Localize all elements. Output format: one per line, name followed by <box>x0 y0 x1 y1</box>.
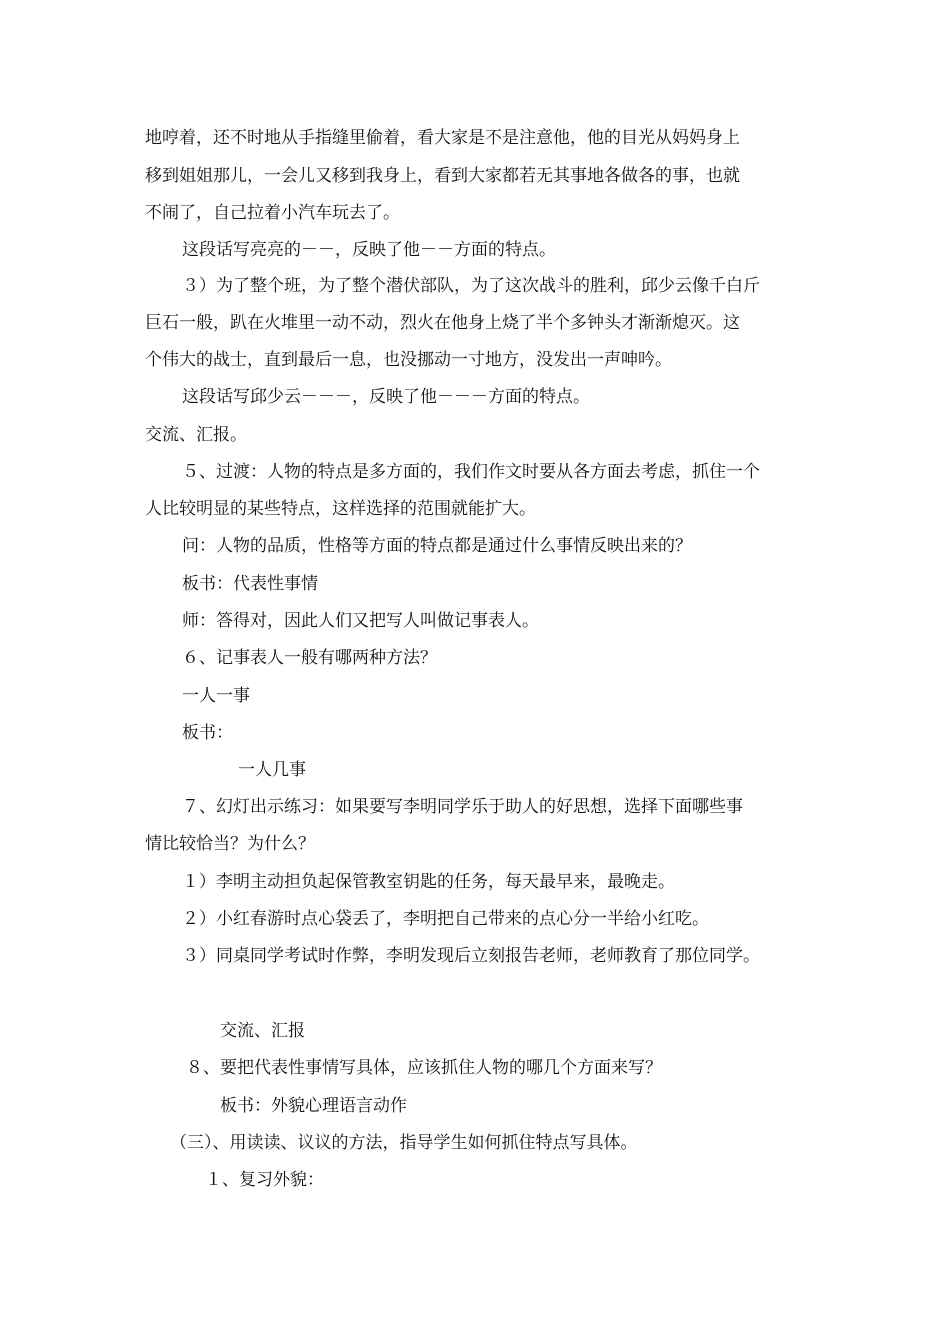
text-line: 板书： <box>182 723 233 743</box>
text-line: ３）同桌同学考试时作弊，李明发现后立刻报告老师，老师教育了那位同学。 <box>182 946 760 966</box>
text-line: ５、过渡：人物的特点是多方面的，我们作文时要从各方面去考虑，抓住一个 <box>182 462 760 482</box>
text-line: 交流、汇报。 <box>145 425 247 445</box>
text-line: ７、幻灯出示练习：如果要写李明同学乐于助人的好思想，选择下面哪些事 <box>182 797 743 817</box>
text-line: 地哼着，还不时地从手指缝里偷着，看大家是不是注意他，他的目光从妈妈身上 <box>145 128 740 148</box>
text-line: （三）、用读读、议议的方法，指导学生如何抓住特点写具体。 <box>170 1133 638 1153</box>
text-line: 人比较明显的某些特点，这样选择的范围就能扩大。 <box>145 499 536 519</box>
text-line: 移到姐姐那儿，一会儿又移到我身上，看到大家都若无其事地各做各的事，也就 <box>145 166 740 186</box>
text-line: 不闹了，自己拉着小汽车玩去了。 <box>145 203 400 223</box>
text-line: 这段话写邱少云－－－，反映了他－－－方面的特点。 <box>182 387 590 407</box>
text-line: 交流、汇报 <box>220 1021 305 1041</box>
text-line: ３）为了整个班，为了整个潜伏部队，为了这次战斗的胜利，邱少云像千白斤 <box>182 276 760 296</box>
text-line: 师：答得对，因此人们又把写人叫做记事表人。 <box>182 611 539 631</box>
text-line: 一人一事 <box>182 686 250 706</box>
text-line: 板书：外貌心理语言动作 <box>220 1096 407 1116</box>
text-line: ８、要把代表性事情写具体，应该抓住人物的哪几个方面来写？ <box>186 1058 662 1078</box>
text-line: １、复习外貌： <box>205 1170 324 1190</box>
text-line: 问：人物的品质，性格等方面的特点都是通过什么事情反映出来的？ <box>182 536 692 556</box>
text-line: 情比较恰当？为什么？ <box>145 834 315 854</box>
text-line: 这段话写亮亮的－－，反映了他－－方面的特点。 <box>182 240 556 260</box>
text-line: 个伟大的战士，直到最后一息，也没挪动一寸地方，没发出一声呻吟。 <box>145 350 672 370</box>
text-line: 板书：代表性事情 <box>182 574 318 594</box>
text-line: 一人几事 <box>238 760 306 780</box>
text-line: ６、记事表人一般有哪两种方法？ <box>182 648 437 668</box>
text-line: 巨石一般，趴在火堆里一动不动，烈火在他身上烧了半个多钟头才渐渐熄灭。这 <box>145 313 740 333</box>
text-line: ２）小红春游时点心袋丢了，李明把自己带来的点心分一半给小红吃。 <box>182 909 709 929</box>
text-line: １）李明主动担负起保管教室钥匙的任务，每天最早来，最晚走。 <box>182 872 675 892</box>
